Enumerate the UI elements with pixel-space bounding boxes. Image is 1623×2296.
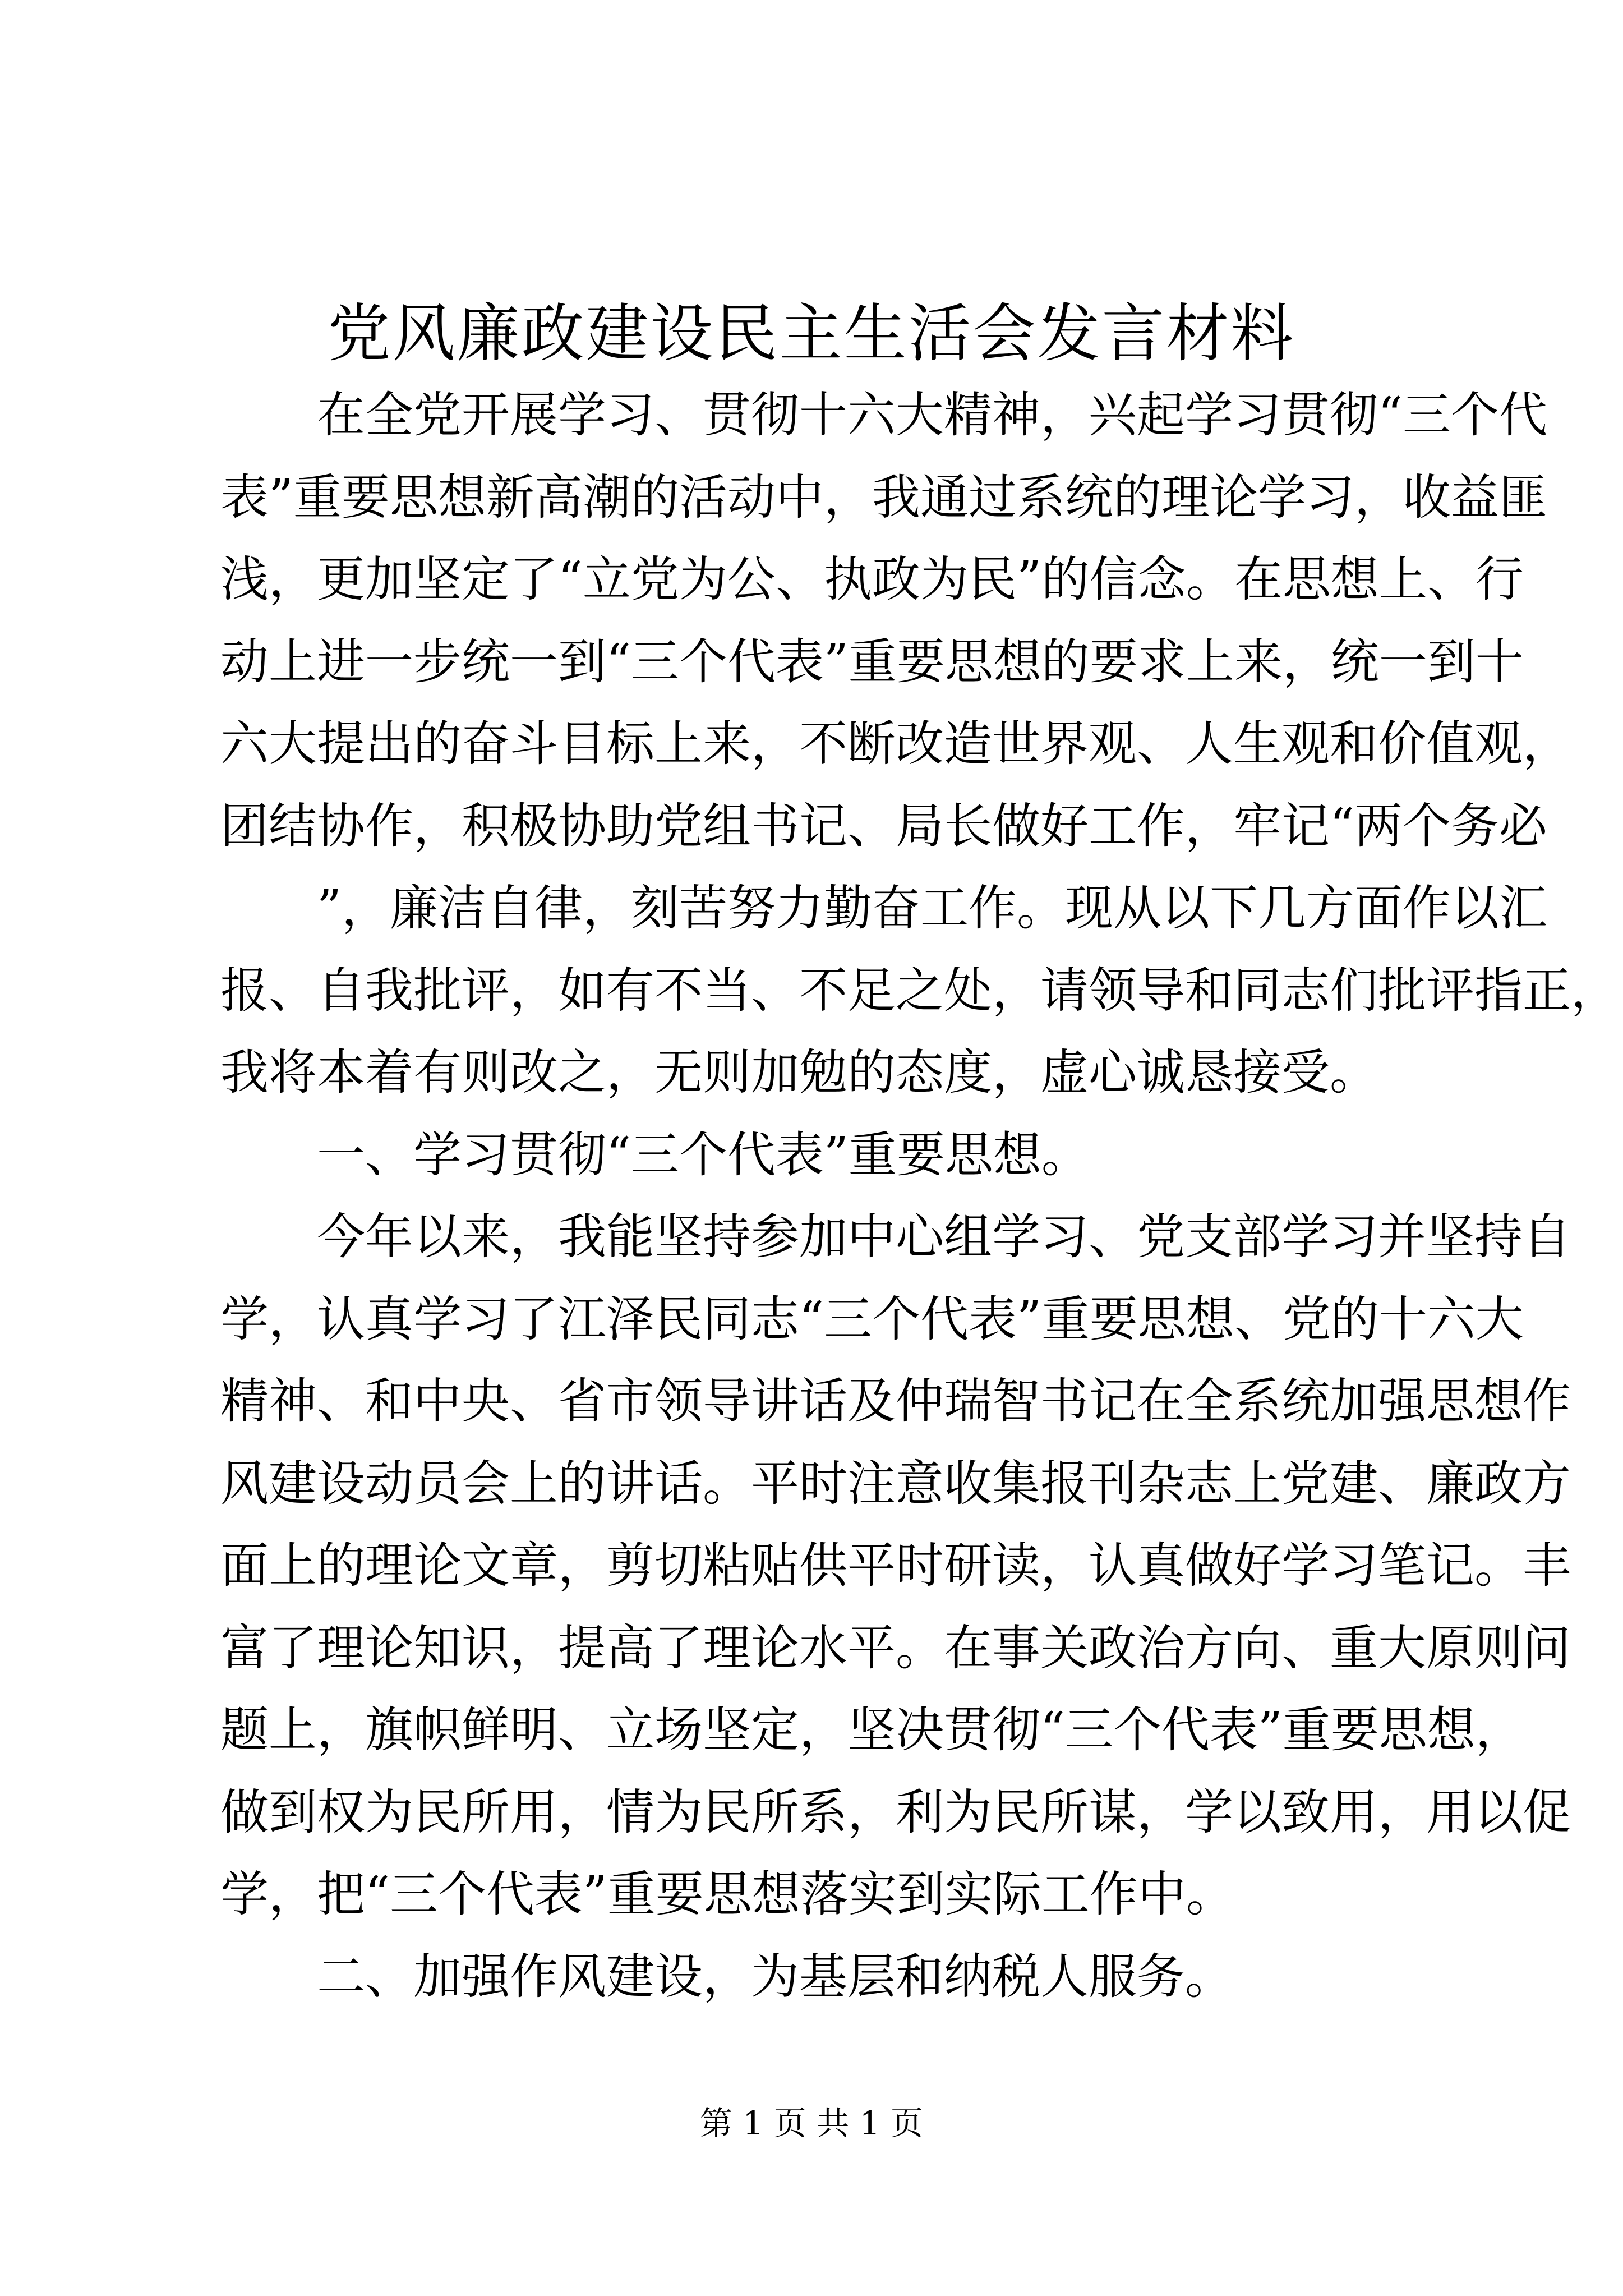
body-line: 浅，更加坚定了“立党为公、执政为民”的信念。在思想上、行 [220,551,1524,608]
body-line: 题上，旗帜鲜明、立场坚定，坚决贯彻“三个代表”重要思想， [220,1702,1524,1758]
body-line: 团结协作，积极协助党组书记、局长做好工作，牢记“两个务必 [220,798,1547,854]
body-line: 学，认真学习了江泽民同志“三个代表”重要思想、党的十六大 [220,1291,1524,1347]
body-line: 学，把“三个代表”重要思想落实到实际工作中。 [220,1866,1234,1922]
body-line: 富了理论知识，提高了理论水平。在事关政治方向、重大原则问 [220,1619,1571,1676]
body-line: 六大提出的奋斗目标上来，不断改造世界观、人生观和价值观， [220,716,1571,772]
body-line: 报、自我批评，如有不当、不足之处，请领导和同志们批评指正， [220,962,1619,1019]
section-heading: 二、加强作风建设，为基层和纳税人服务。 [220,1948,1233,2005]
body-line: 风建设动员会上的讲话。平时注意收集报刊杂志上党建、廉政方 [220,1455,1571,1512]
page-footer: 第 1 页 共 1 页 [700,2104,923,2142]
section-heading: 一、学习贯彻“三个代表”重要思想。 [220,1126,1090,1183]
body-line: 面上的理论文章，剪切粘贴供平时研读，认真做好学习笔记。丰 [220,1538,1571,1594]
body-line: 做到权为民所用，情为民所系，利为民所谋，学以致用，用以促 [220,1784,1571,1841]
body-line: 动上进一步统一到“三个代表”重要思想的要求上来，统一到十 [220,633,1524,690]
body-line: 我将本着有则改之，无则加勉的态度，虚心诚恳接受。 [220,1045,1378,1101]
body-line: 表”重要思想新高潮的活动中，我通过系统的理论学习，收益匪 [220,469,1547,526]
body-line: 今年以来，我能坚持参加中心组学习、党支部学习并坚持自 [220,1209,1571,1265]
body-line: 精神、和中央、省市领导讲话及仲瑞智书记在全系统加强思想作 [220,1373,1571,1429]
body-line: ”，廉洁自律，刻苦努力勤奋工作。现从以下几方面作以汇 [220,880,1547,936]
body-line: 在全党开展学习、贯彻十六大精神，兴起学习贯彻“三个代 [220,387,1547,443]
document-title: 党风廉政建设民主生活会发言材料 [328,297,1295,370]
document-body [220,374,1619,2018]
